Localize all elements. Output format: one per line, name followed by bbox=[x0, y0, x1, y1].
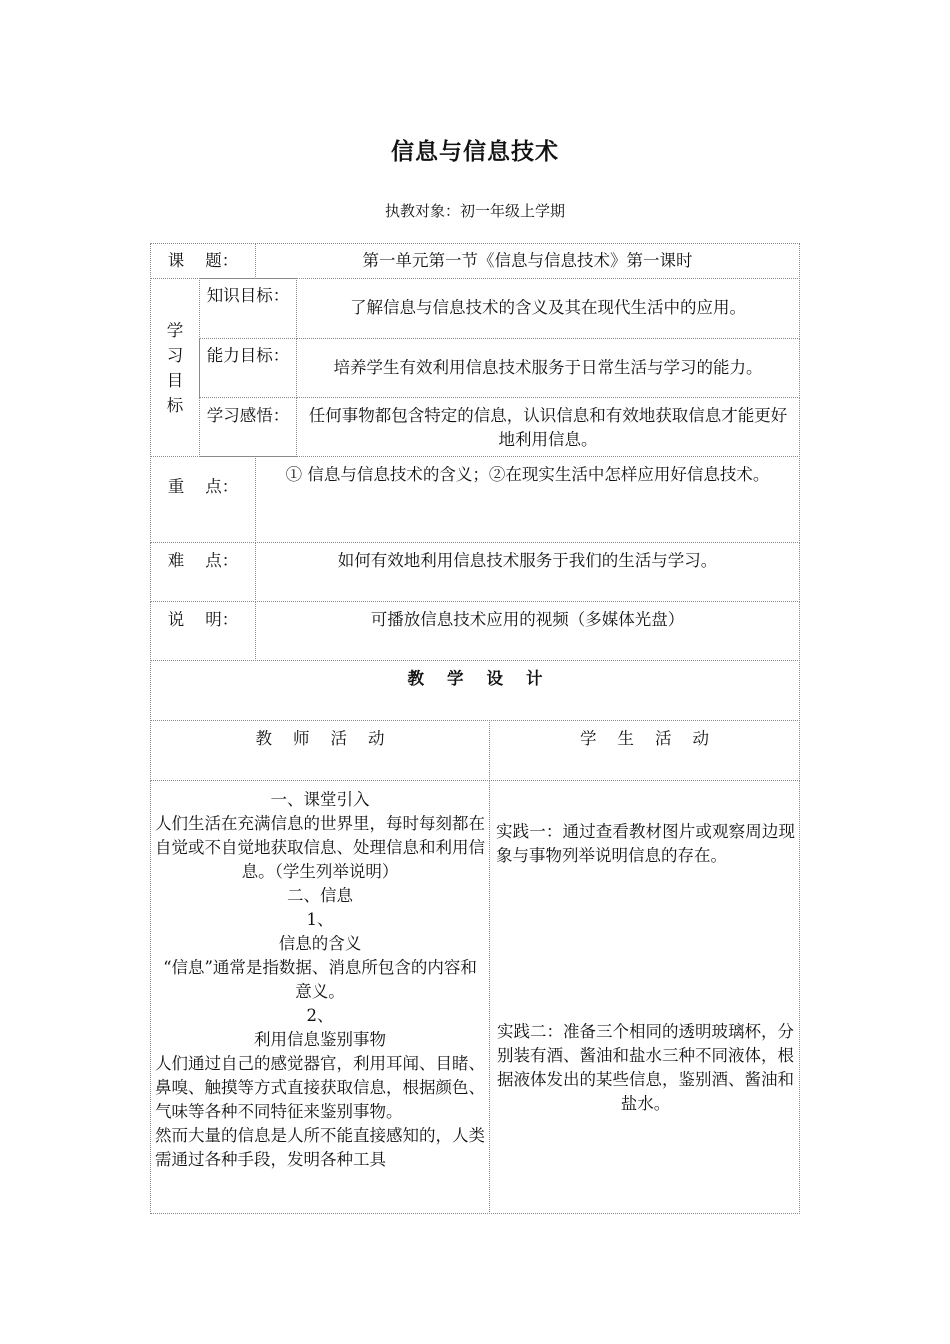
knowledge-goal-value: 了解信息与信息技术的含义及其在现代生活中的应用。 bbox=[296, 278, 800, 339]
teacher-line-meaning-text: “信息”通常是指数据、消息所包含的内容和意义。 bbox=[163, 958, 477, 1001]
teacher-line-item-1: 1、 bbox=[306, 910, 334, 929]
teacher-line-identify-title: 利用信息鉴别事物 bbox=[254, 1030, 386, 1049]
student-practice-1: 实践一：通过查看教材图片或观察周边现象与事物列举说明信息的存在。 bbox=[496, 822, 795, 865]
notes-value: 可播放信息技术应用的视频（多媒体光盘） bbox=[255, 601, 800, 661]
teaching-design-heading: 教 学 设 计 bbox=[150, 660, 800, 721]
learning-goals-label bbox=[150, 278, 200, 457]
goals-char-3: 目 bbox=[166, 370, 184, 390]
knowledge-goal-label: 知识目标： bbox=[199, 278, 297, 339]
difficulty-value: 如何有效地利用信息技术服务于我们的生活与学习。 bbox=[255, 542, 800, 602]
difficulty-label: 难 点： bbox=[150, 542, 256, 602]
topic-label: 课 题： bbox=[150, 243, 256, 279]
goals-char-2: 习 bbox=[166, 345, 184, 365]
topic-value: 第一单元第一节《信息与信息技术》第一课时 bbox=[255, 243, 800, 279]
student-practice-2: 实践二：准备三个相同的透明玻璃杯，分别装有酒、酱油和盐水三种不同液体，根据液体发出的某些信息，鉴别酒、酱油和盐水。 bbox=[497, 1022, 794, 1113]
teacher-line-info-heading: 二、信息 bbox=[287, 886, 353, 905]
teacher-activity-heading: 教 师 活 动 bbox=[150, 720, 490, 781]
teacher-line-tools-text: 然而大量的信息是人所不能直接感知的，人类需通过各种手段，发明各种工具 bbox=[155, 1126, 485, 1169]
student-activity-heading: 学 生 活 动 bbox=[489, 720, 800, 781]
teacher-line-senses-text: 人们通过自己的感觉器官，利用耳闻、目睹、鼻嗅、触摸等方式直接获取信息，根据颜色、气味等各种不同特征来鉴别事物。 bbox=[155, 1054, 485, 1121]
key-points-label: 重 点： bbox=[150, 456, 256, 543]
feeling-goal-value: 任何事物都包含特定的信息，认识信息和有效地获取信息才能更好地利用信息。 bbox=[296, 397, 800, 457]
page-subtitle: 执教对象：初一年级上学期 bbox=[384, 202, 565, 220]
student-activity-content bbox=[489, 780, 800, 1214]
ability-goal-value: 培养学生有效利用信息技术服务于日常生活与学习的能力。 bbox=[296, 338, 800, 398]
lesson-plan-table bbox=[150, 243, 800, 1214]
teacher-activity-content bbox=[150, 780, 490, 1214]
teacher-line-meaning-title: 信息的含义 bbox=[278, 934, 362, 953]
notes-label: 说 明： bbox=[150, 601, 256, 661]
teacher-line-intro-heading: 一、课堂引入 bbox=[270, 790, 370, 809]
page-title: 信息与信息技术 bbox=[391, 138, 559, 165]
feeling-goal-label: 学习感悟： bbox=[199, 397, 297, 457]
teacher-line-item-2: 2、 bbox=[306, 1006, 334, 1025]
goals-char-1: 学 bbox=[166, 320, 184, 340]
key-points-value: ① 信息与信息技术的含义；②在现实生活中怎样应用好信息技术。 bbox=[255, 456, 800, 543]
teacher-line-intro-text: 人们生活在充满信息的世界里，每时每刻都在自觉或不自觉地获取信息、处理信息和利用信息。（学生列举说明） bbox=[155, 814, 485, 881]
goals-char-4: 标 bbox=[166, 395, 184, 415]
ability-goal-label: 能力目标： bbox=[199, 338, 297, 398]
